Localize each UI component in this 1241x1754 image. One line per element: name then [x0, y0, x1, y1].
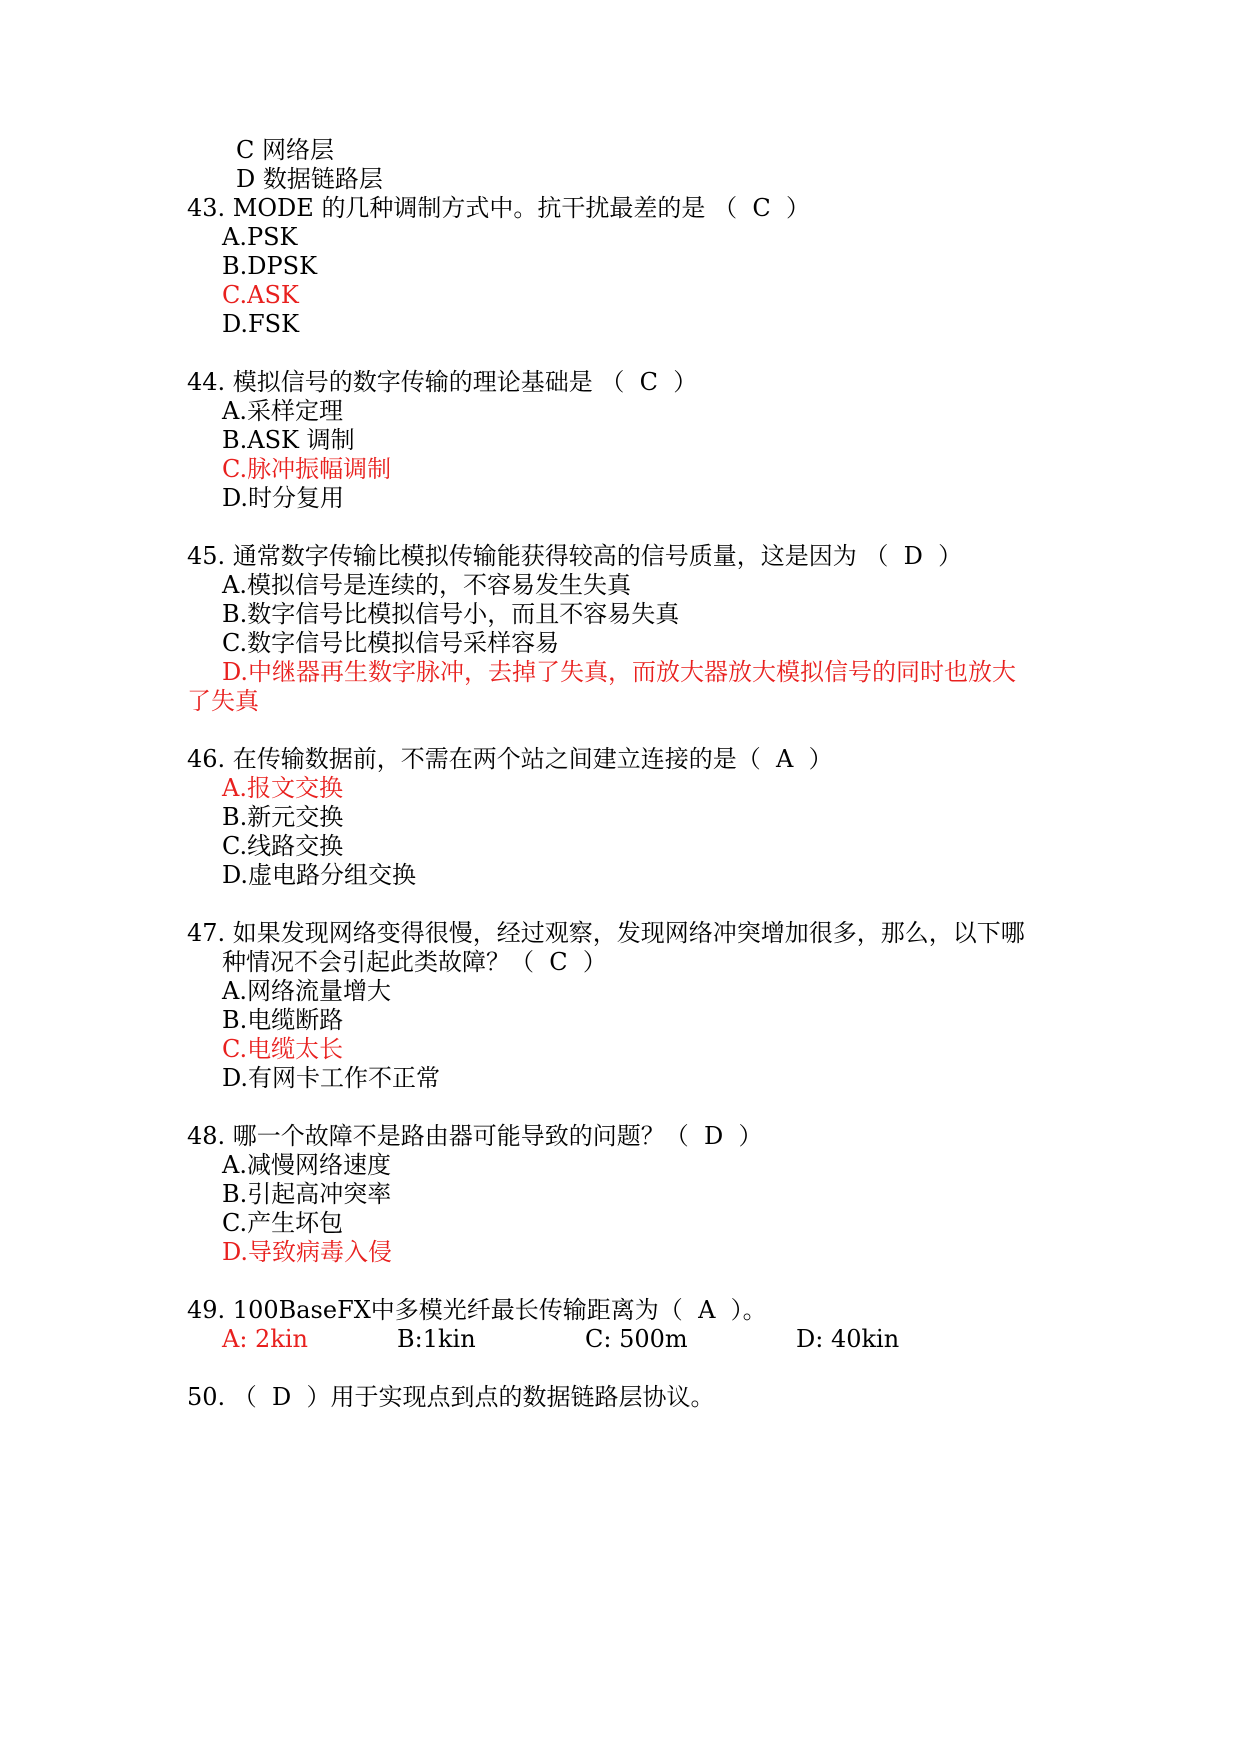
question-45-option-d-answer: D.中继器再生数字脉冲，去掉了失真，而放大器放大模拟信号的同时也放大 — [222, 658, 1017, 686]
question-49-option-a-answer: A: 2kin — [222, 1325, 308, 1353]
question-46-option-b: B.新元交换 — [222, 803, 344, 831]
question-44-option-b: B.ASK 调制 — [222, 426, 355, 454]
question-47-option-d: D.有网卡工作不正常 — [222, 1064, 441, 1092]
question-49-option-c: C: 500m — [585, 1325, 688, 1353]
question-47-option-c-answer: C.电缆太长 — [222, 1035, 344, 1063]
question-43-option-c-answer: C.ASK — [222, 281, 299, 309]
question-45-option-c: C.数字信号比模拟信号采样容易 — [222, 629, 560, 657]
question-47-stem-cont: 种情况不会引起此类故障？（ C ） — [222, 948, 607, 976]
question-49-option-d: D: 40kin — [796, 1325, 900, 1353]
question-45-option-d-answer-cont: 了失真 — [187, 687, 259, 715]
option-c-prev: C 网络层 — [236, 136, 334, 164]
question-46-option-a-answer: A.报文交换 — [222, 774, 343, 802]
question-48-stem: 48. 哪一个故障不是路由器可能导致的问题？（ D ） — [187, 1122, 763, 1150]
question-43-option-d: D.FSK — [222, 310, 300, 338]
question-45-stem: 45. 通常数字传输比模拟传输能获得较高的信号质量，这是因为 （ D ） — [187, 542, 963, 570]
question-47-stem: 47. 如果发现网络变得很慢，经过观察，发现网络冲突增加很多，那么，以下哪 — [187, 919, 1025, 947]
question-49-option-b: B:1kin — [397, 1325, 476, 1353]
question-43-stem: 43. MODE 的几种调制方式中。抗干扰最差的是 （ C ） — [187, 194, 810, 222]
question-47-option-b: B.电缆断路 — [222, 1006, 344, 1034]
question-48-option-c: C.产生坏包 — [222, 1209, 344, 1237]
question-43-option-a: A.PSK — [222, 223, 298, 251]
question-48-option-b: B.引起高冲突率 — [222, 1180, 392, 1208]
question-48-option-a: A.减慢网络速度 — [222, 1151, 391, 1179]
question-46-option-c: C.线路交换 — [222, 832, 344, 860]
question-44-stem: 44. 模拟信号的数字传输的理论基础是 （ C ） — [187, 368, 698, 396]
question-46-option-d: D.虚电路分组交换 — [222, 861, 417, 889]
question-44-option-a: A.采样定理 — [222, 397, 343, 425]
question-48-option-d-answer: D.导致病毒入侵 — [222, 1238, 393, 1266]
question-50-stem: 50. （ D ）用于实现点到点的数据链路层协议。 — [187, 1383, 715, 1411]
question-44-option-d: D.时分复用 — [222, 484, 345, 512]
question-43-option-b: B.DPSK — [222, 252, 318, 280]
question-46-stem: 46. 在传输数据前，不需在两个站之间建立连接的是（ A ） — [187, 745, 833, 773]
question-44-option-c-answer: C.脉冲振幅调制 — [222, 455, 392, 483]
question-47-option-a: A.网络流量增大 — [222, 977, 391, 1005]
option-d-prev: D 数据链路层 — [236, 165, 383, 193]
question-45-option-b: B.数字信号比模拟信号小，而且不容易失真 — [222, 600, 680, 628]
question-45-option-a: A.模拟信号是连续的，不容易发生失真 — [222, 571, 631, 599]
question-49-stem: 49. 100BaseFX中多模光纤最长传输距离为（ A ）。 — [187, 1296, 767, 1324]
